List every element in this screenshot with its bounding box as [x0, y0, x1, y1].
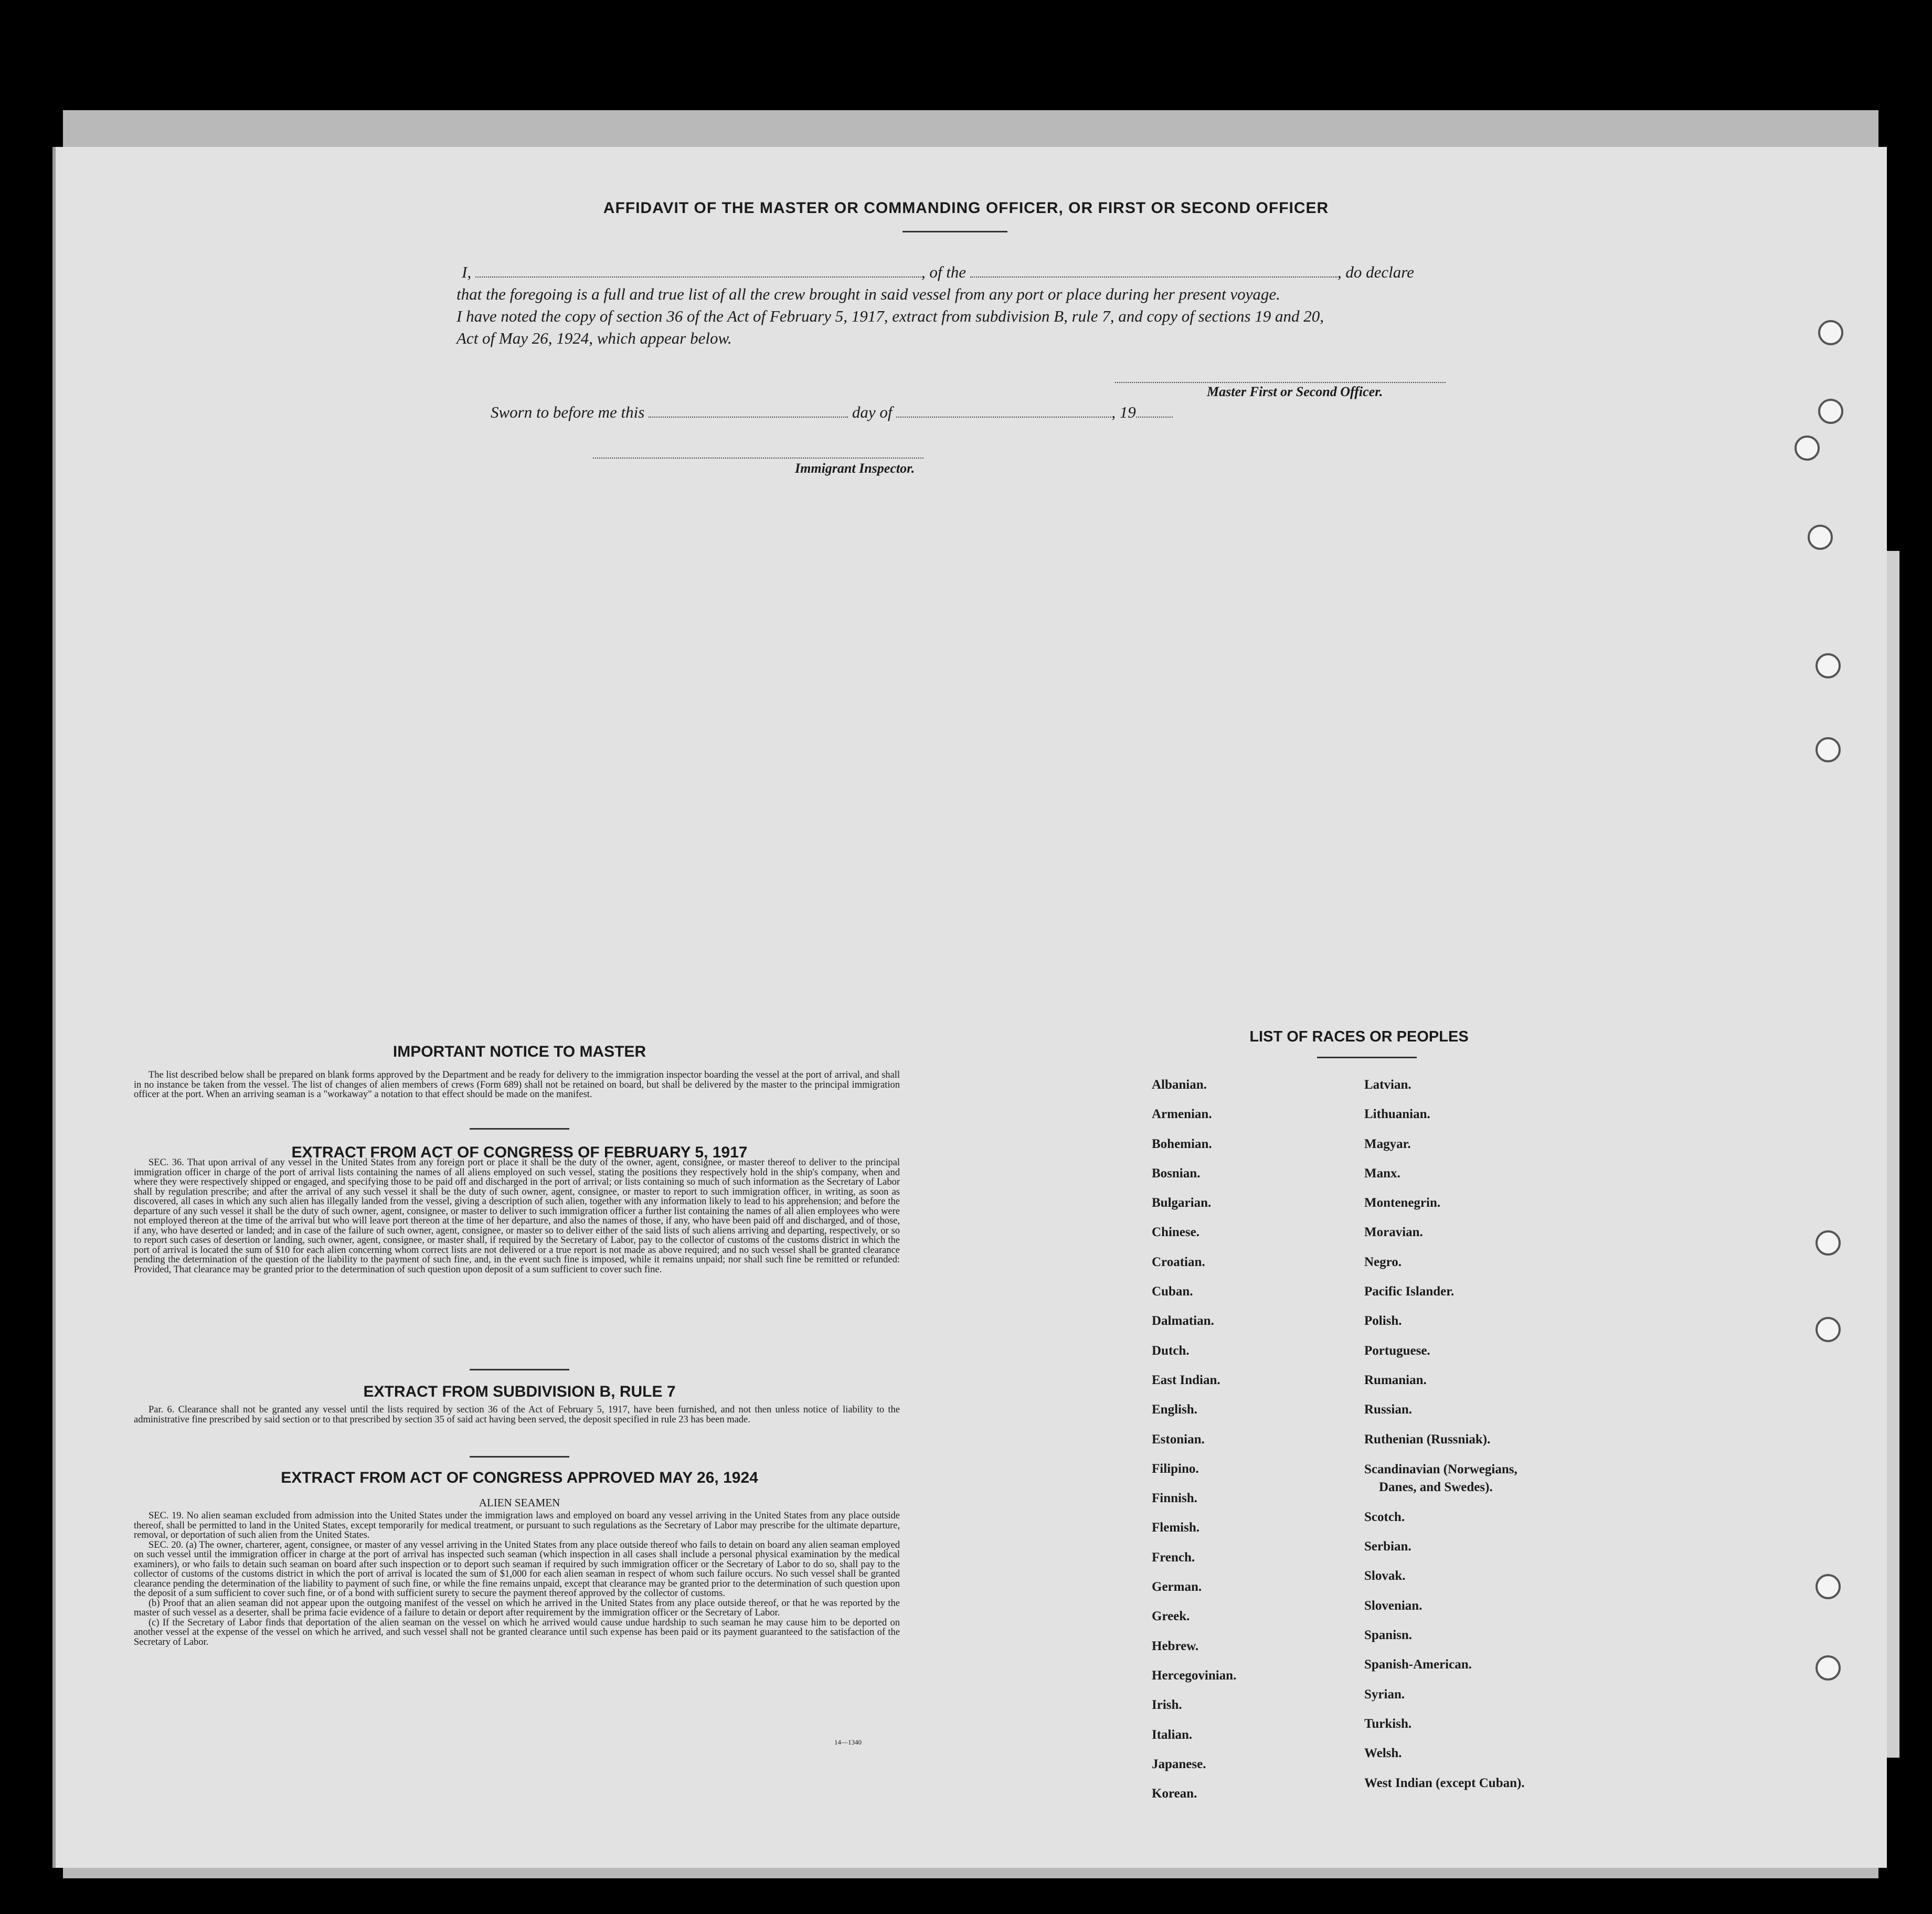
- race-item: Scotch.: [1364, 1509, 1405, 1524]
- race-item: Rumanian.: [1364, 1373, 1427, 1387]
- race-item: Pacific Islander.: [1364, 1284, 1455, 1299]
- race-item: Hercegovinian.: [1152, 1668, 1237, 1683]
- race-item: Turkish.: [1364, 1716, 1412, 1731]
- binder-hole: [1795, 435, 1820, 461]
- binder-hole: [1818, 399, 1843, 424]
- race-item: Greek.: [1152, 1609, 1190, 1624]
- of-the-label: , of the: [921, 263, 967, 281]
- race-item: French.: [1152, 1550, 1195, 1565]
- extract-1917-body: [134, 1158, 900, 1274]
- races-right-column: [1364, 1070, 1525, 1798]
- notice-body: [134, 1070, 900, 1100]
- inspector-signature-label: Immigrant Inspector.: [795, 461, 915, 476]
- race-item: West Indian (except Cuban).: [1364, 1775, 1525, 1790]
- sworn-month-field[interactable]: [896, 417, 1111, 418]
- binder-hole: [1818, 320, 1843, 345]
- race-item: Negro.: [1364, 1254, 1402, 1269]
- affidavit-line-3: I have noted the copy of section 36 of the Act of February 5, 1917, extract from subdivision B, rule 7, and copy of sections 19 and 20,: [457, 307, 1324, 325]
- notice-paragraph: The list described below shall be prepared on blank forms approved by the Department and be ready for delivery to the immigration inspector boarding the vessel at the port of arrival, and shall in no instance be taken from the vessel. The list of changes of alien members of crews (Form 689) shall not be retained on board, but shall be delivered by the master to the principal immigration officer at the port. When an arriving seaman is a "workaway" a notation to that effect should be made on the manifest.: [134, 1070, 900, 1100]
- race-item: Latvian.: [1364, 1078, 1411, 1092]
- race-item: Portuguese.: [1364, 1343, 1430, 1358]
- extract-1924-title: EXTRACT FROM ACT OF CONGRESS APPROVED MAY 26, 1924: [281, 1469, 758, 1486]
- binder-hole: [1816, 737, 1841, 762]
- section-rule: [470, 1128, 569, 1130]
- binder-hole: [1816, 1230, 1841, 1256]
- race-item: Spanish-American.: [1364, 1657, 1472, 1672]
- race-item: Bohemian.: [1152, 1136, 1212, 1151]
- race-item: Chinese.: [1152, 1225, 1199, 1240]
- race-item: Slovak.: [1364, 1569, 1406, 1583]
- race-item: Slovenian.: [1364, 1598, 1423, 1613]
- section-36-paragraph: SEC. 36. That upon arrival of any vessel in the United States from any foreign port or place it shall be the duty of the owner, agent, consignee, or master thereof to deliver to the principal immigration officer in charge of the port of arrival lists containing the names of all aliens employed on such vessel, stating the positions they respectively hold in the ship's company, when and where they were respectively shipped or engaged, and specifying those to be paid off and discharged in the port of arrival; or lists containing so much of such information as the Secretary of Labor shall by regulation prescribe; and after the arrival of any such vessel it shall be the duty of such owner, agent, consignee, or master to report to such immigration officer, in writing, as soon as discovered, all cases in which any such alien has illegally landed from the vessel, giving a description of such alien, together with any information likely to lead to his apprehension; and before the departure of any such vessel it shall be the duty of such owner, agent, consignee, or master to deliver to such immigration officer a further list containing the names of all alien employees who were not employed thereon at the time of the arrival but who will leave port thereon at the time of her departure, and also the names of those, if any, who have been paid off and discharged, and of those, if any, who have deserted or landed; and in case of the failure of such owner, agent, consignee, or master so to deliver either of the said lists of such aliens arriving and departing, respectively, or so to report such cases of desertion or landing, such owner, agent, consignee, or master shall, if required by the Secretary of Labor, pay to the collector of customs of the customs district in which the port of arrival is located the sum of $10 for each alien concerning whom correct lists are not delivered or a true report is not made as above required; and no such vessel shall be granted clearance pending the determination of the question of the liability to the payment of such fine, and, in the event such fine is imposed, while it remains unpaid; nor shall such fine be remitted or refunded: Provided, That clearance may be granted prior to the determination of such question upon deposit of a sum sufficient to cover such fine.: [134, 1157, 900, 1275]
- race-item: East Indian.: [1152, 1373, 1220, 1387]
- race-item: Italian.: [1152, 1727, 1193, 1742]
- alien-seamen-subtitle: ALIEN SEAMEN: [479, 1496, 560, 1509]
- race-item: Armenian.: [1152, 1107, 1212, 1122]
- sworn-day-field[interactable]: [649, 417, 848, 418]
- race-item: Scandinavian (Norwegians,: [1364, 1462, 1517, 1476]
- race-item: Syrian.: [1364, 1687, 1405, 1702]
- binder-hole: [1816, 1655, 1841, 1681]
- race-item: Danes, and Swedes).: [1379, 1480, 1493, 1494]
- race-item: Magyar.: [1364, 1136, 1411, 1151]
- race-item: Japanese.: [1152, 1757, 1206, 1771]
- extract-1924-body: [134, 1511, 900, 1647]
- declarant-name-field[interactable]: [475, 277, 921, 278]
- race-item: Bulgarian.: [1152, 1196, 1212, 1210]
- races-left-column: [1152, 1070, 1236, 1809]
- paragraph-6: Par. 6. Clearance shall not be granted any vessel until the lists required by section 36 of the Act of February 5, 1917, have been furnished, and not then unless notice of liability to the administrative fine prescribed by said section or to that prescribed by section 35 of said act having been served, the deposit specified in rule 23 has been made.: [134, 1405, 900, 1425]
- section-rule: [470, 1456, 569, 1458]
- race-item: Hebrew.: [1152, 1639, 1199, 1653]
- race-item: Bosnian.: [1152, 1166, 1201, 1181]
- section-rule: [470, 1369, 569, 1370]
- binder-hole: [1808, 525, 1833, 550]
- race-item: Estonian.: [1152, 1432, 1205, 1447]
- races-title: LIST OF RACES OR PEOPLES: [1249, 1028, 1469, 1045]
- vessel-name-field[interactable]: [970, 277, 1337, 278]
- section-20c-paragraph: (c) If the Secretary of Labor finds that deportation of the alien seaman on the vessel on which he arrived would cause undue hardship to such seaman he may cause him to be deported on another vessel at the expense of the vessel on which he arrived, and such vessel shall not be granted clearance until such expense has been paid or its payment guaranteed to the satisfaction of the Secretary of Labor.: [134, 1617, 900, 1647]
- extract-rule7-title: EXTRACT FROM SUBDIVISION B, RULE 7: [363, 1383, 676, 1400]
- binder-hole: [1816, 653, 1841, 678]
- year-prefix: , 19: [1111, 403, 1136, 421]
- race-item: Korean.: [1152, 1787, 1197, 1801]
- extract-1917-title: EXTRACT FROM ACT OF CONGRESS OF FEBRUARY 5, 1917: [291, 1144, 748, 1161]
- day-of-label: day of: [852, 403, 893, 421]
- race-item: Irish.: [1152, 1698, 1182, 1713]
- race-item: Welsh.: [1364, 1746, 1402, 1761]
- race-item: Russian.: [1364, 1402, 1413, 1417]
- section-20b-paragraph: (b) Proof that an alien seaman did not appear upon the outgoing manifest of the vessel on which he arrived in the United States from any place outside thereof, or that he was reported by the master of such vessel as a deserter, shall be prima facie evidence of a failure to detain or deport after requirement by the immigration officer or the Secretary of Labor.: [134, 1598, 900, 1618]
- section-19-paragraph: SEC. 19. No alien seaman excluded from admission into the United States under the immigration laws and employed on board any vessel arriving in the United States from any place outside thereof, shall be permitted to land in the United States, except temporarily for medical treatment, or pursuant to such regulations as the Secretary of Labor may prescribe for the ultimate departure, removal, or deportation of such alien from the United States.: [134, 1511, 900, 1540]
- affidavit-line-2: that the foregoing is a full and true list of all the crew brought in said vessel from any port or place during her present voyage.: [457, 285, 1280, 303]
- race-item: Flemish.: [1152, 1520, 1199, 1535]
- extract-rule7-body: [134, 1405, 900, 1424]
- inspector-signature-field[interactable]: [593, 458, 923, 459]
- section-20a-paragraph: SEC. 20. (a) The owner, charterer, agent, consignee, or master of any vessel arriving in the United States from any place outside thereof who fails to detain on board any alien seaman employed on such vessel until the immigration officer in charge at the port of arrival has inspected such seaman (which inspection in all cases shall include a personal physical examination by the medical examiners), or who fails to detain such seaman on board after such inspection or to deport such seaman if required by such immigration officer or the Secretary of Labor to do so, shall pay to the collector of customs of the customs district in which the port of arrival is located the sum of $1,000 for each alien seaman in respect of whom such failure occurs. No such vessel shall be granted clearance pending the determination of the liability to payment of such fine, or while the fine remains unpaid, except that clearance may be granted prior to the determination of such question upon the deposit of a sum sufficient to cover such fine, or of a bond with sufficient surety to secure the payment thereof approved by the collector of customs.: [134, 1539, 900, 1599]
- race-item: Spanisn.: [1364, 1628, 1413, 1643]
- affidavit-title: AFFIDAVIT OF THE MASTER OR COMMANDING OFFICER, OR FIRST OR SECOND OFFICER: [603, 199, 1329, 217]
- race-item: Finnish.: [1152, 1491, 1197, 1506]
- race-item: Manx.: [1364, 1166, 1400, 1181]
- affidavit-line-4: Act of May 26, 1924, which appear below.: [457, 329, 732, 347]
- race-item: Albanian.: [1152, 1078, 1207, 1092]
- race-item: Moravian.: [1364, 1225, 1423, 1240]
- sworn-prefix: Sworn to before me this: [491, 403, 645, 421]
- intro-i: I,: [462, 263, 472, 281]
- races-title-rule: [1317, 1057, 1417, 1058]
- sworn-year-field[interactable]: [1136, 417, 1173, 418]
- race-item: Dutch.: [1152, 1343, 1190, 1358]
- form-number: 14—1340: [834, 1738, 862, 1746]
- notice-title: IMPORTANT NOTICE TO MASTER: [392, 1043, 646, 1060]
- race-item: German.: [1152, 1580, 1202, 1594]
- master-signature-field[interactable]: [1115, 382, 1446, 383]
- race-item: Croatian.: [1152, 1254, 1205, 1269]
- race-item: Cuban.: [1152, 1284, 1193, 1299]
- binder-hole: [1816, 1574, 1841, 1599]
- affidavit-statement: [457, 261, 1469, 349]
- sworn-line: [491, 403, 1173, 422]
- binder-hole: [1816, 1317, 1841, 1342]
- race-item: Filipino.: [1152, 1461, 1199, 1476]
- race-item: Serbian.: [1364, 1539, 1411, 1554]
- title-rule: [903, 231, 1007, 232]
- do-declare-label: , do declare: [1337, 263, 1414, 281]
- race-item: Montenegrin.: [1364, 1196, 1441, 1210]
- race-item: Lithuanian.: [1364, 1107, 1430, 1122]
- race-item: Polish.: [1364, 1314, 1402, 1328]
- race-item: Dalmatian.: [1152, 1314, 1214, 1328]
- race-item: English.: [1152, 1402, 1197, 1417]
- race-item: Ruthenian (Russniak).: [1364, 1432, 1491, 1447]
- master-signature-label: Master First or Second Officer.: [1207, 384, 1383, 399]
